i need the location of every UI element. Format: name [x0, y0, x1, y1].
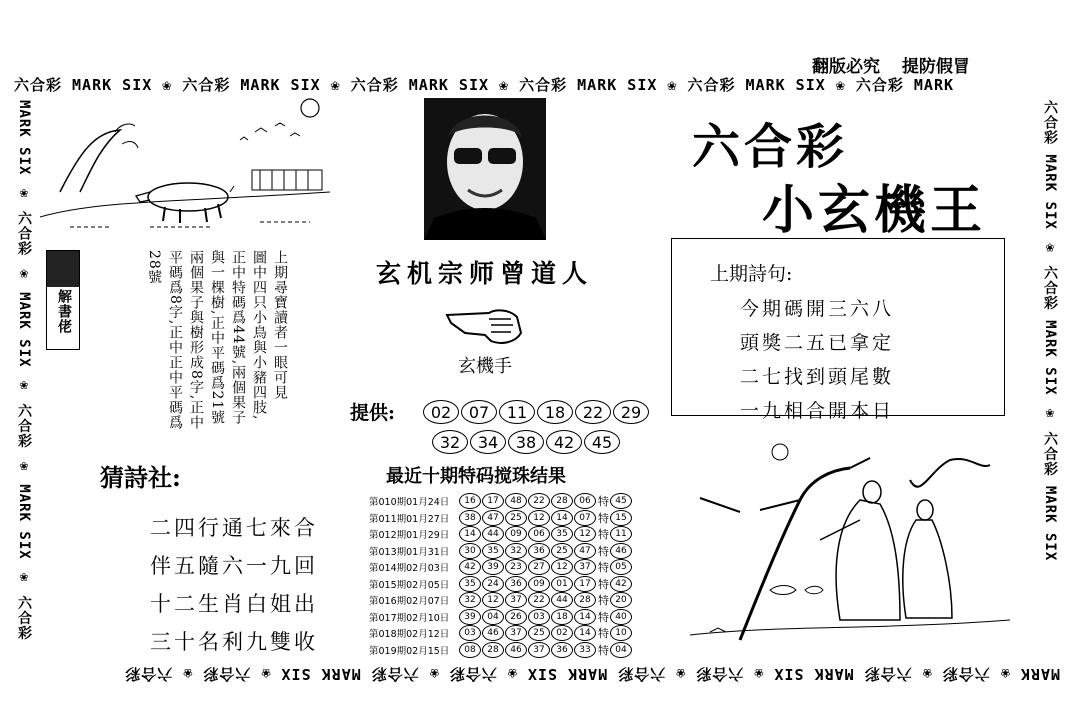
last-poem-line-3: 二七找到頭尾數 — [740, 366, 895, 388]
result-row — [369, 609, 633, 626]
result-date-label: 第018期02月12日 — [369, 629, 450, 641]
result-ball: 01 — [551, 576, 573, 592]
hand-label: 玄機手 — [458, 356, 512, 377]
guess-poem-line-1: 二四行通七來合 — [150, 516, 318, 540]
master-portrait — [424, 98, 546, 240]
number-ball: 11 — [499, 400, 535, 424]
result-ball: 47 — [482, 510, 504, 526]
explanation-col-2: 圖中四只小鳥與小豬四肢, — [251, 250, 267, 421]
result-row — [369, 526, 633, 543]
result-date-label: 第016期02月07日 — [369, 596, 450, 608]
result-ball: 03 — [459, 625, 481, 641]
master-name: 玄机宗师曾道人 — [376, 259, 594, 288]
result-ball: 37 — [574, 559, 596, 575]
right-border-text: 六合彩 MARK SIX ❀ 六合彩 MARK SIX ❀ 六合彩 MARK SIX — [1042, 100, 1058, 562]
number-ball: 32 — [432, 430, 468, 454]
number-ball: 42 — [546, 430, 582, 454]
result-ball: 24 — [482, 576, 504, 592]
guess-poem-line-4: 三十名利九雙收 — [150, 630, 318, 654]
special-label: 特 — [598, 643, 609, 657]
number-ball: 38 — [508, 430, 544, 454]
result-ball: 07 — [574, 510, 596, 526]
explanation-col-4: 與一棵樹,正中平碼爲21號 — [209, 250, 225, 426]
result-date-label: 第019期02月15日 — [369, 645, 450, 657]
result-ball: 35 — [482, 543, 504, 559]
pointing-hand-icon — [445, 305, 525, 347]
result-row — [369, 642, 633, 659]
explanation-col-3: 正中特碼爲44號,兩個果子 — [230, 250, 246, 426]
special-ball: 40 — [610, 609, 632, 625]
last-poem-line-2: 頭獎二五已拿定 — [740, 332, 895, 354]
result-date-label: 第014期02月03日 — [369, 563, 450, 575]
result-ball: 23 — [505, 559, 527, 575]
explanation-col-1: 上期尋寶讀者一眼可見 — [272, 250, 288, 400]
result-ball: 25 — [551, 543, 573, 559]
provided-label: 提供: — [350, 402, 396, 424]
result-ball: 36 — [551, 642, 573, 658]
result-ball: 38 — [459, 510, 481, 526]
explanation-col-6: 平碼爲8字,正中正中平碼爲 — [167, 250, 183, 431]
explanation-text — [98, 250, 288, 465]
result-ball: 32 — [505, 543, 527, 559]
result-row — [369, 625, 633, 642]
special-label: 特 — [598, 528, 609, 542]
result-ball: 14 — [574, 609, 596, 625]
result-ball: 48 — [505, 493, 527, 509]
special-label: 特 — [598, 627, 609, 641]
result-ball: 25 — [505, 510, 527, 526]
result-row — [369, 559, 633, 576]
result-ball: 22 — [528, 493, 550, 509]
number-ball: 18 — [537, 400, 573, 424]
provided-numbers-row2 — [432, 430, 622, 454]
result-ball: 27 — [528, 559, 550, 575]
special-ball: 20 — [610, 592, 632, 608]
special-ball: 42 — [610, 576, 632, 592]
result-ball: 32 — [459, 592, 481, 608]
result-date-label: 第010期01月24日 — [369, 497, 450, 509]
result-ball: 12 — [482, 592, 504, 608]
guess-poem-heading: 猜詩社: — [100, 463, 181, 492]
result-ball: 06 — [528, 526, 550, 542]
guess-poem-line-3: 十二生肖白姐出 — [150, 592, 318, 616]
result-ball: 25 — [528, 625, 550, 641]
result-ball: 12 — [528, 510, 550, 526]
result-ball: 46 — [482, 625, 504, 641]
pig-landscape-illustration — [40, 92, 340, 242]
title-line2: 小玄機王 — [762, 180, 987, 241]
explainer-badge-text: 解書佬 — [56, 289, 72, 334]
result-ball: 37 — [505, 625, 527, 641]
special-ball: 45 — [610, 493, 632, 509]
result-ball: 09 — [505, 526, 527, 542]
copyright-text: 翻版必究 — [812, 57, 880, 77]
result-ball: 35 — [459, 576, 481, 592]
last-poem-line-4: 一九相合開本日 — [740, 400, 895, 422]
explanation-col-5: 兩個果子與樹形成8字,正中 — [188, 250, 204, 431]
result-ball: 36 — [505, 576, 527, 592]
special-label: 特 — [598, 544, 609, 558]
result-ball: 12 — [551, 559, 573, 575]
result-ball: 37 — [528, 642, 550, 658]
result-ball: 02 — [551, 625, 573, 641]
bottom-border-text: MARK ❀ 六合彩 ❀ 六合彩 MARK SIX ❀ 六合彩 ❀ 六合彩 MARK SIX ❀ 六合彩 ❀ 六合彩 MARK SIX ❀ 六合彩 ❀ 六合彩 — [124, 665, 1060, 683]
special-label: 特 — [598, 495, 609, 509]
result-ball: 47 — [574, 543, 596, 559]
result-ball: 39 — [482, 559, 504, 575]
result-ball: 03 — [528, 609, 550, 625]
special-ball: 10 — [610, 625, 632, 641]
result-ball: 16 — [459, 493, 481, 509]
result-ball: 09 — [528, 576, 550, 592]
result-ball: 28 — [482, 642, 504, 658]
warning-text: 提防假冒 — [901, 57, 970, 77]
number-ball: 22 — [575, 400, 611, 424]
result-date-label: 第012期01月29日 — [369, 530, 450, 542]
result-date-label: 第013期01月31日 — [369, 546, 450, 558]
special-label: 特 — [598, 577, 609, 591]
last-poem-heading: 上期詩句: — [710, 263, 793, 285]
result-ball: 33 — [574, 642, 596, 658]
result-ball: 26 — [505, 609, 527, 625]
result-ball: 14 — [574, 625, 596, 641]
left-border-text: MARK SIX ❀ 六合彩 ❀ MARK SIX ❀ 六合彩 ❀ MARK SIX ❀ 六合彩 — [16, 100, 32, 641]
result-ball: 28 — [551, 493, 573, 509]
men-tree-illustration — [680, 440, 1020, 650]
title-line1: 六合彩 — [692, 119, 849, 175]
result-ball: 44 — [482, 526, 504, 542]
result-ball: 28 — [574, 592, 596, 608]
provided-numbers-row1 — [423, 400, 651, 424]
special-label: 特 — [598, 594, 609, 608]
result-row — [369, 576, 633, 593]
special-ball: 05 — [610, 559, 632, 575]
result-ball: 39 — [459, 609, 481, 625]
result-ball: 44 — [551, 592, 573, 608]
last-poem-line-1: 今期碼開三六八 — [740, 298, 895, 320]
result-ball: 08 — [459, 642, 481, 658]
explainer-avatar — [47, 251, 79, 287]
result-ball: 22 — [528, 592, 550, 608]
special-label: 特 — [598, 610, 609, 624]
result-ball: 14 — [551, 510, 573, 526]
last-poem-box — [671, 238, 1005, 422]
special-ball: 11 — [610, 526, 632, 542]
result-ball: 46 — [505, 642, 527, 658]
result-date-label: 第017期02月10日 — [369, 612, 450, 624]
result-ball: 36 — [528, 543, 550, 559]
guess-poem — [150, 512, 318, 664]
result-row — [369, 592, 633, 609]
results-title: 最近十期特码搅珠结果 — [386, 466, 566, 487]
result-ball: 37 — [505, 592, 527, 608]
result-ball: 42 — [459, 559, 481, 575]
explanation-col-7: 28號 — [146, 250, 162, 285]
special-ball: 04 — [610, 642, 632, 658]
explainer-badge — [46, 250, 80, 350]
special-ball: 15 — [610, 510, 632, 526]
result-ball: 17 — [482, 493, 504, 509]
special-label: 特 — [598, 561, 609, 575]
result-date-label: 第015期02月05日 — [369, 579, 450, 591]
result-ball: 30 — [459, 543, 481, 559]
guess-poem-line-2: 伴五隨六一九回 — [150, 554, 318, 578]
result-row — [369, 543, 633, 560]
number-ball: 29 — [613, 400, 649, 424]
result-ball: 06 — [574, 493, 596, 509]
top-border-text: 六合彩 MARK SIX ❀ 六合彩 MARK SIX ❀ 六合彩 MARK SIX ❀ 六合彩 MARK SIX ❀ 六合彩 MARK SIX ❀ 六合彩 MARK — [14, 76, 955, 94]
result-date-label: 第011期01月27日 — [369, 513, 450, 525]
number-ball: 34 — [470, 430, 506, 454]
result-row — [369, 493, 633, 510]
result-ball: 04 — [482, 609, 504, 625]
result-ball: 18 — [551, 609, 573, 625]
number-ball: 02 — [423, 400, 459, 424]
result-ball: 12 — [574, 526, 596, 542]
result-ball: 17 — [574, 576, 596, 592]
results-table — [369, 493, 633, 658]
result-row — [369, 510, 633, 527]
number-ball: 07 — [461, 400, 497, 424]
special-ball: 46 — [610, 543, 632, 559]
result-ball: 14 — [459, 526, 481, 542]
result-ball: 35 — [551, 526, 573, 542]
special-label: 特 — [598, 511, 609, 525]
number-ball: 45 — [584, 430, 620, 454]
